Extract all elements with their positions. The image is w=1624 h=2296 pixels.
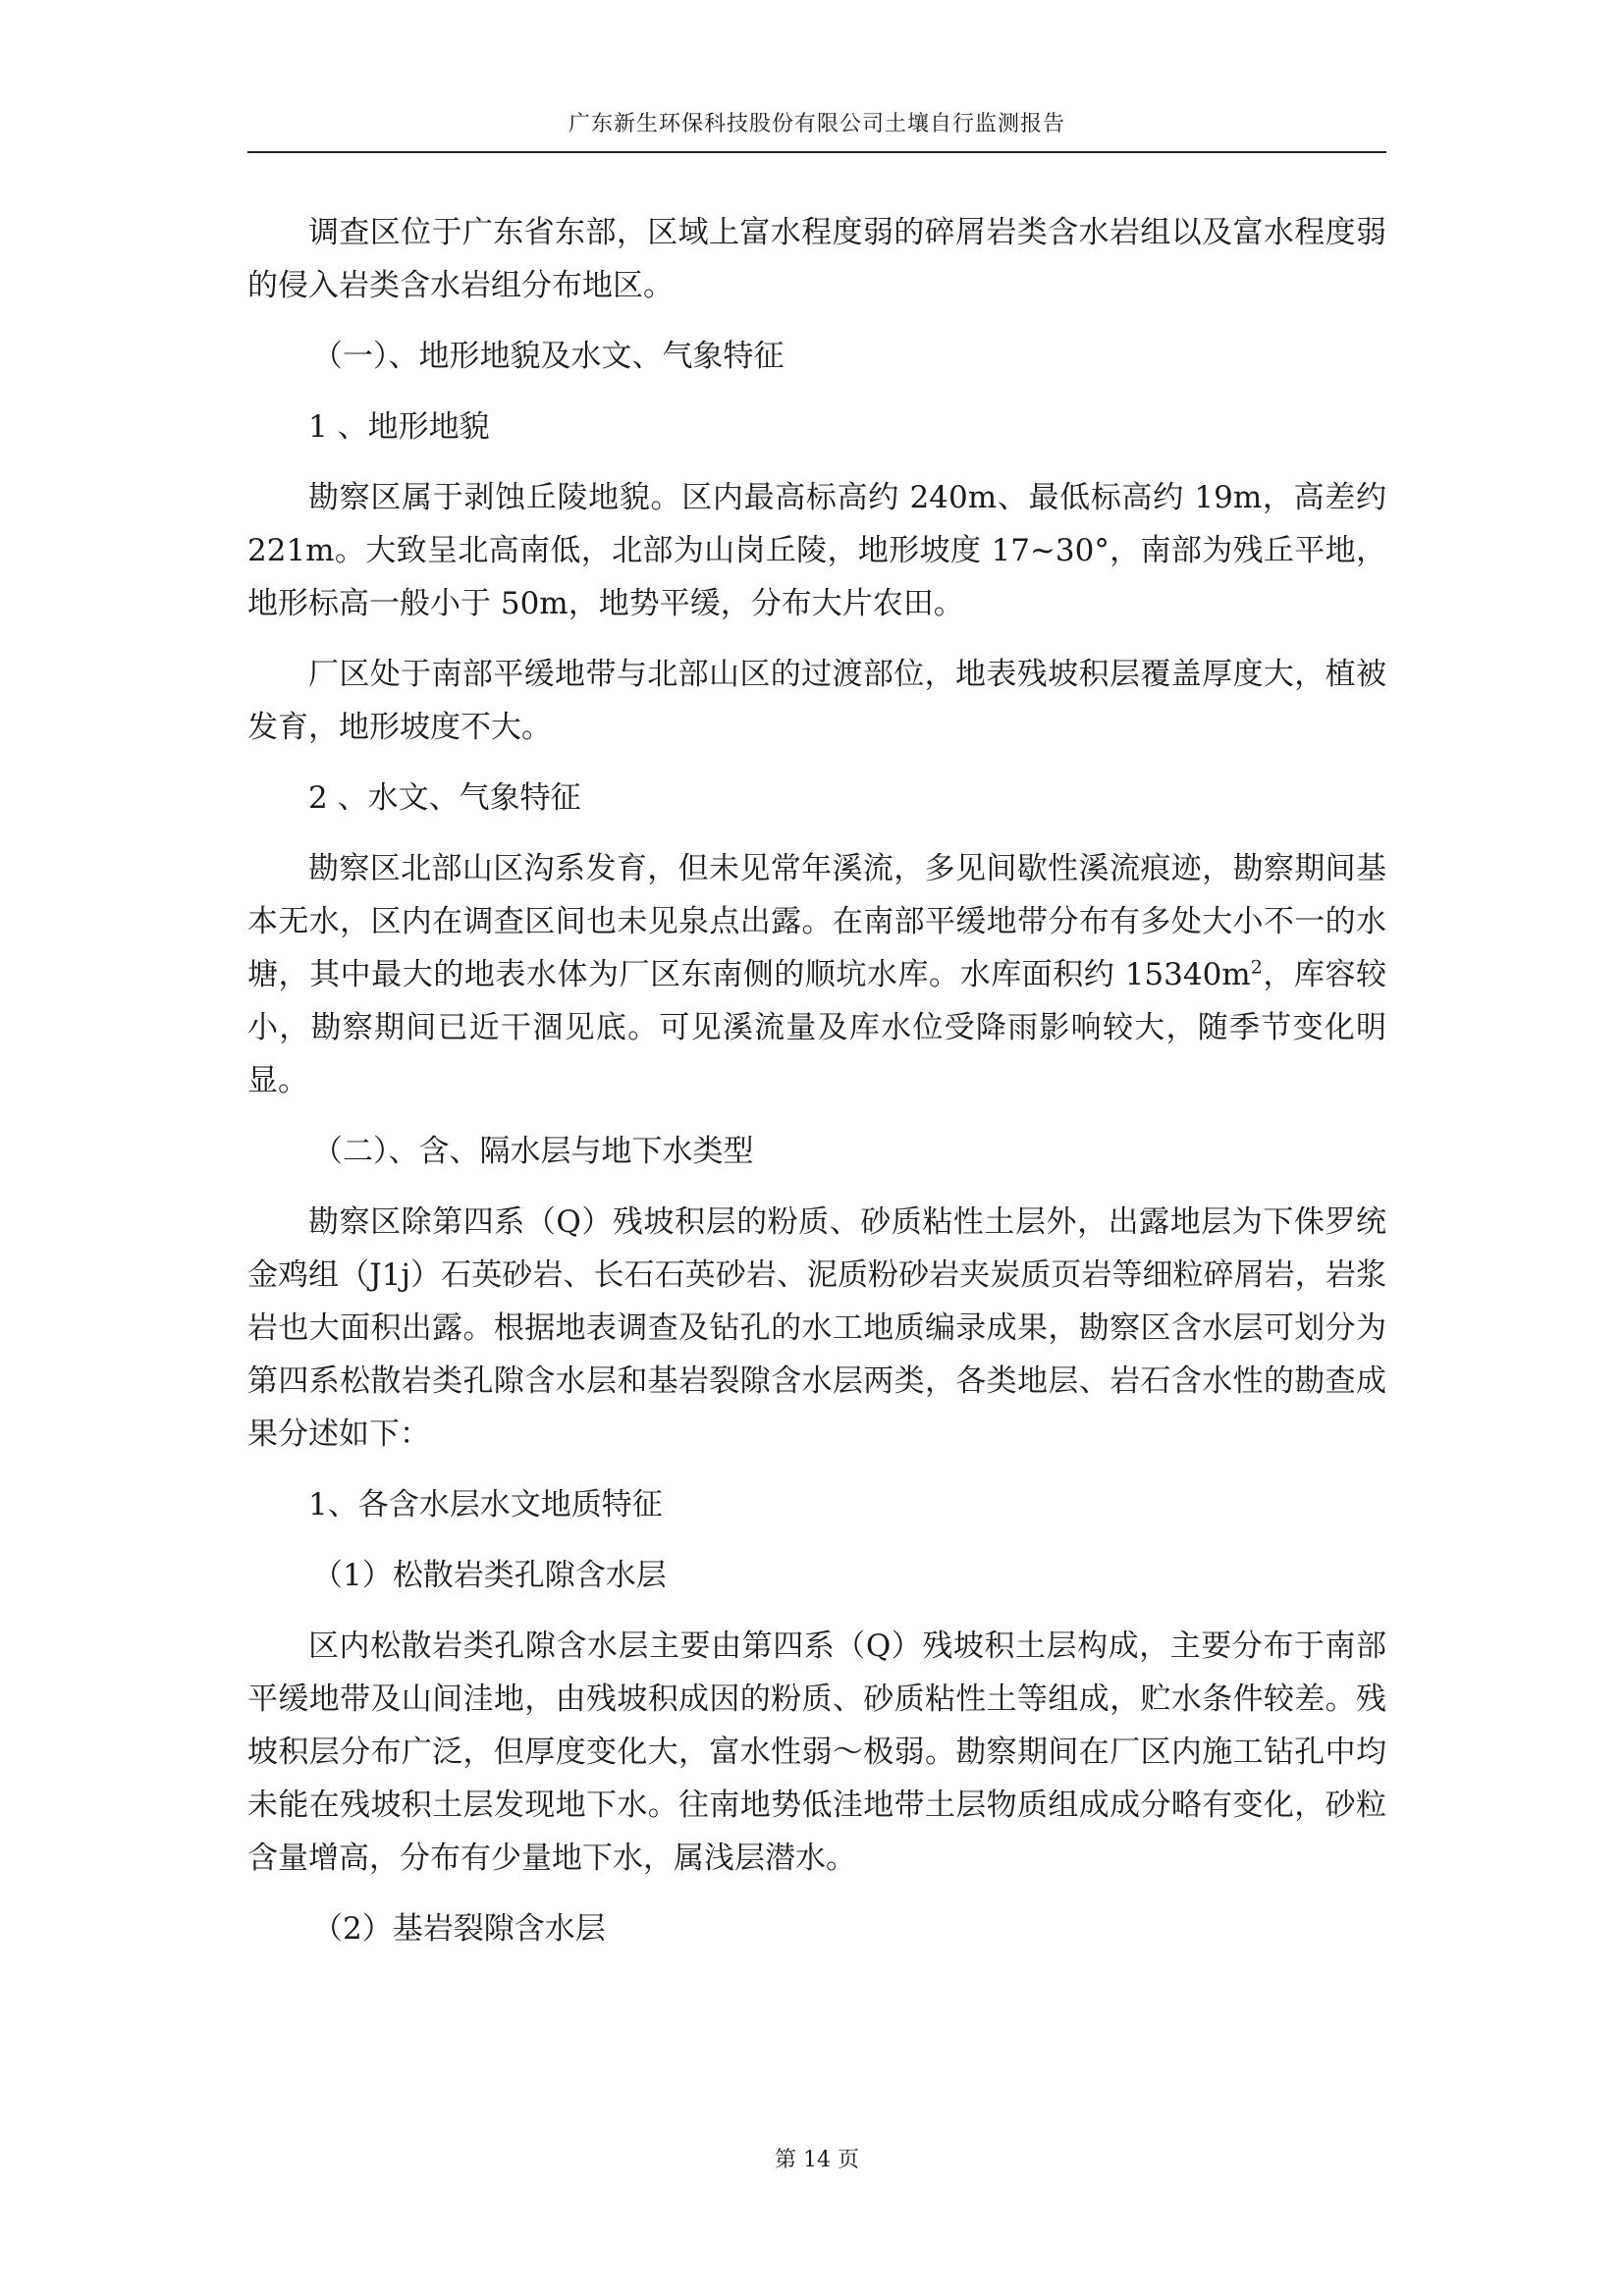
page-header: 广东新生环保科技股份有限公司土壤自行监测报告 <box>568 112 1065 136</box>
subheading-bedrock-aquifer: （2）基岩裂隙含水层 <box>312 1911 606 1947</box>
paragraph-survey-area: 调查区位于广东省东部，区域上富水程度弱的碎屑岩类含水岩组以及富水程度弱的侵入岩类含水岩组分布地区。 <box>247 215 1386 303</box>
paragraph-hydrology-text: 勘察区北部山区沟系发育，但未见常年溪流，多见间歇性溪流痕迹，勘察期间基本无水，区内在调查区间也未见泉点出露。在南部平缓地带分布有多处大小不一的水塘，其中最大的地表水体为厂区东南侧的顺坑水库。水库面积约 15340m <box>247 851 1386 992</box>
section-heading-aquifers: （二）、含、隔水层与地下水类型 <box>312 1134 754 1169</box>
paragraph-landform: 勘察区属于剥蚀丘陵地貌。区内最高标高约 240m、最低标高约 19m，高差约 221m。大致呈北高南低，北部为山岗丘陵，地形坡度 17~30°，南部为残丘平地，地形标高一般小于 50m，地势平缓，分布大片农田。 <box>247 480 1386 621</box>
subheading-aquifer-features: 1、各含水层水文地质特征 <box>308 1487 663 1522</box>
section-heading-terrain-hydrology: （一）、地形地貌及水文、气象特征 <box>312 339 785 374</box>
subheading-loose-rock-aquifer: （1）松散岩类孔隙含水层 <box>312 1558 667 1593</box>
page-number: 第 14 页 <box>775 2148 859 2172</box>
paragraph-hydrology-text-cont: ，库容较小，勘察期间已近干涸见底。可见溪流量及库水位受降雨影响较大，随季节变化明显。 <box>247 957 1386 1098</box>
subheading-landform: 1 、地形地貌 <box>308 409 490 445</box>
header-divider <box>247 151 1386 153</box>
paragraph-hydrology <box>247 842 1386 1107</box>
document-body <box>247 206 1386 1973</box>
superscript-exponent: 2 <box>1250 956 1263 979</box>
paragraph-strata: 勘察区除第四系（Q）残坡积层的粉质、砂质粘性土层外，出露地层为下侏罗统金鸡组（J1j）石英砂岩、长石石英砂岩、泥质粉砂岩夹炭质页岩等细粒碎屑岩，岩浆岩也大面积出露。根据地表调查及钻孔的水工地质编录成果，勘察区含水层可划分为第四系松散岩类孔隙含水层和基岩裂隙含水层两类，各类地层、岩石含水性的勘查成果分述如下： <box>247 1204 1386 1452</box>
subheading-hydrology-climate: 2 、水文、气象特征 <box>308 780 581 816</box>
paragraph-factory-area: 厂区处于南部平缓地带与北部山区的过渡部位，地表残坡积层覆盖厚度大，植被发育，地形坡度不大。 <box>247 657 1386 745</box>
paragraph-loose-rock-aquifer: 区内松散岩类孔隙含水层主要由第四系（Q）残坡积土层构成，主要分布于南部平缓地带及山间洼地，由残坡积成因的粉质、砂质粘性土等组成，贮水条件较差。残坡积层分布广泛，但厚度变化大，富水性弱～极弱。勘察期间在厂区内施工钻孔中均未能在残坡积土层发现地下水。往南地势低洼地带土层物质组成成分略有变化，砂粒含量增高，分布有少量地下水，属浅层潜水。 <box>247 1629 1386 1876</box>
